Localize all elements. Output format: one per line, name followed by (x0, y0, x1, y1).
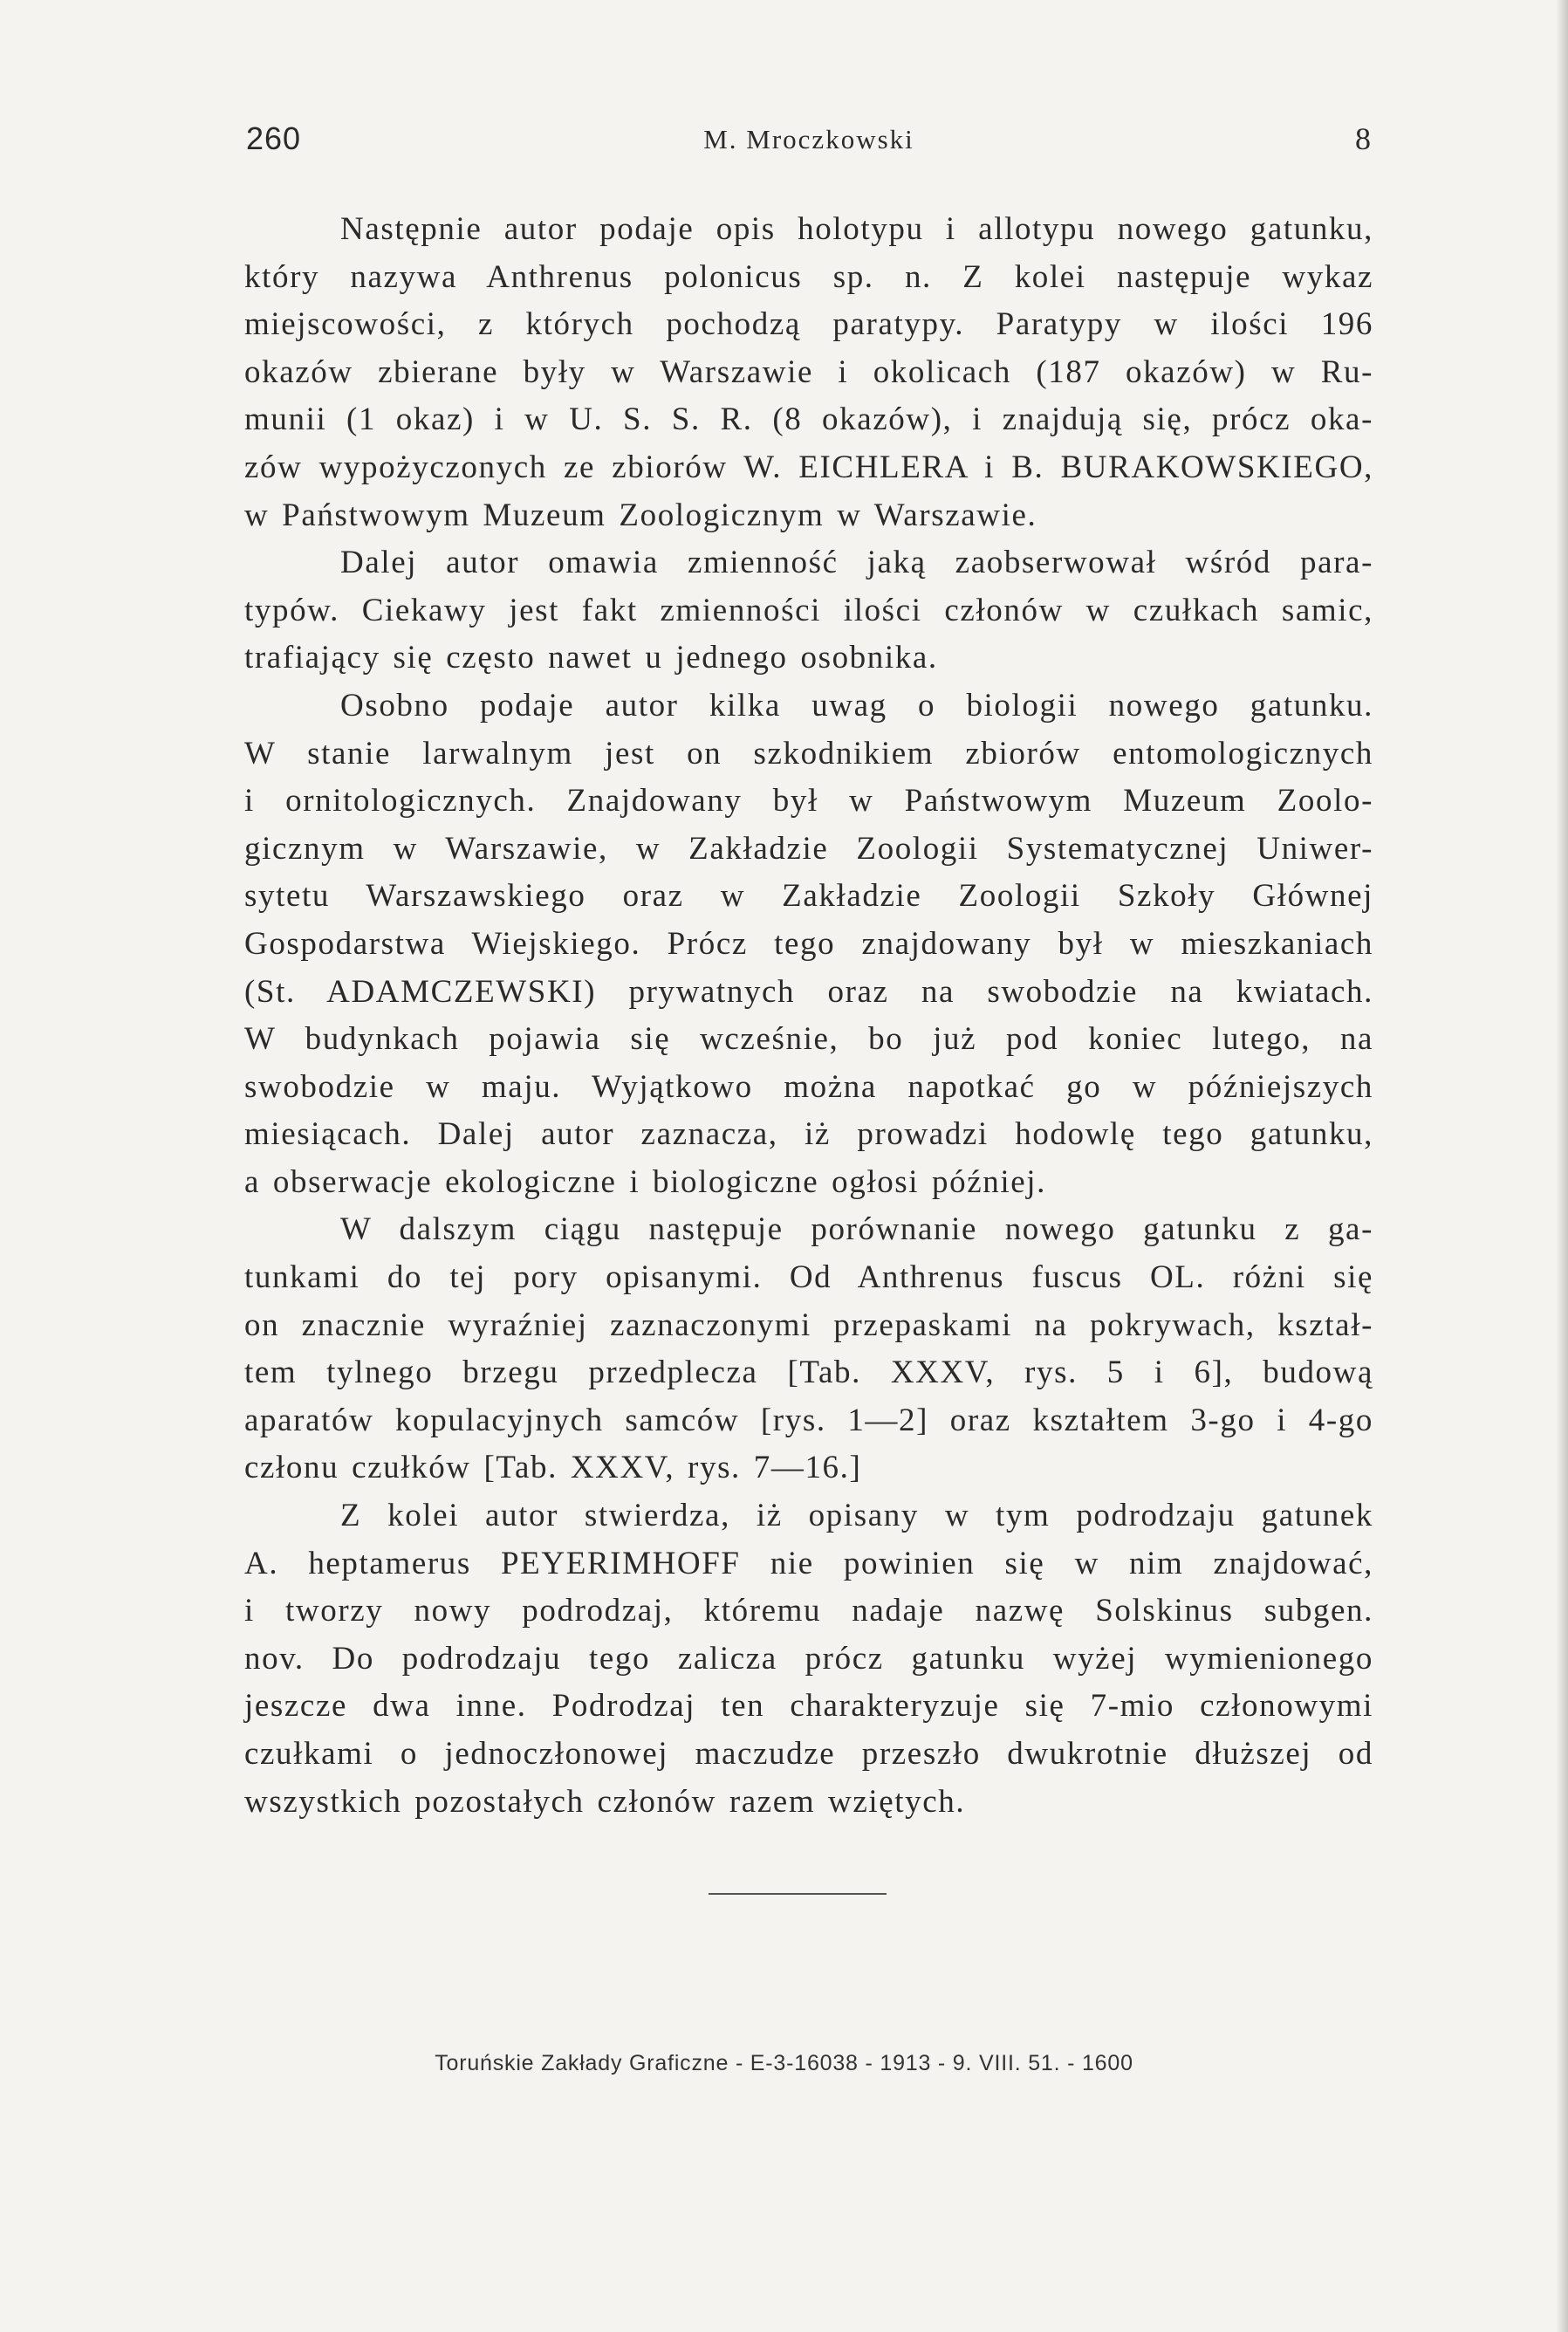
text-line: w Państwowym Muzeum Zoologicznym w Warszawie. (244, 497, 1037, 533)
text-line: gicznym w Warszawie, w Zakładzie Zoologii Systematycznej Uniwer- (244, 830, 1373, 867)
section-divider (709, 1893, 887, 1895)
text-line: W budynkach pojawia się wcześnie, bo już pod koniec lutego, na (244, 1021, 1373, 1058)
text-line: i ornitologicznych. Znajdowany był w Państwowym Muzeum Zoolo- (244, 783, 1373, 820)
text-line: członu czułków [Tab. XXXV, rys. 7—16.] (244, 1450, 862, 1486)
text-line: wszystkich pozostałych członów razem wziętych. (244, 1783, 966, 1820)
body-text (244, 206, 1373, 1826)
running-head: M. Mroczkowski (703, 124, 914, 154)
text-line: typów. Ciekawy jest fakt zmienności ilości członów w czułkach samic, (244, 592, 1373, 628)
text-line: W dalszym ciągu następuje porównanie nowego gatunku z ga- (340, 1211, 1373, 1248)
text-line: Gospodarstwa Wiejskiego. Prócz tego znajdowany był w mieszkaniach (244, 925, 1373, 962)
text-line: (St. ADAMCZEWSKI) prywatnych oraz na swobodzie na kwiatach. (244, 973, 1373, 1010)
text-line: czułkami o jednoczłonowej maczudze przeszło dwukrotnie dłuższej od (244, 1736, 1373, 1772)
text-line: który nazywa Anthrenus polonicus sp. n. Z kolei następuje wykaz (244, 258, 1373, 295)
text-line: aparatów kopulacyjnych samców [rys. 1—2] oraz kształtem 3-go i 4-go (244, 1402, 1373, 1438)
text-line: Następnie autor podaje opis holotypu i allotypu nowego gatunku, (340, 211, 1373, 247)
text-line: jeszcze dwa inne. Podrodzaj ten charakteryzuje się 7-mio członowymi (244, 1688, 1373, 1725)
page-header (246, 112, 1372, 164)
text-line: sytetu Warszawskiego oraz w Zakładzie Zoologii Szkoły Głównej (244, 878, 1373, 915)
text-line: i tworzy nowy podrodzaj, któremu nadaje nazwę Solskinus subgen. (244, 1593, 1373, 1629)
text-line: on znacznie wyraźniej zaznaczonymi przepaskami na pokrywach, kształ- (244, 1307, 1373, 1343)
section-number: 8 (1355, 121, 1372, 156)
page-edge-shadow (1556, 0, 1568, 2332)
text-line: W stanie larwalnym jest on szkodnikiem zbiorów entomologicznych (244, 735, 1373, 772)
text-line: okazów zbierane były w Warszawie i okolicach (187 okazów) w Ru- (244, 353, 1373, 390)
text-line: tem tylnego brzegu przedplecza [Tab. XXXV, rys. 5 i 6], budową (244, 1355, 1373, 1391)
text-line: miesiącach. Dalej autor zaznacza, iż prowadzi hodowlę tego gatunku, (244, 1116, 1373, 1153)
printer-imprint: Toruńskie Zakłady Graficzne - E-3-16038 - 1913 - 9. VIII. 51. - 1600 (435, 2051, 1133, 2075)
text-line: swobodzie w maju. Wyjątkowo można napotkać go w późniejszych (244, 1068, 1373, 1105)
text-line: tunkami do tej pory opisanymi. Od Anthrenus fuscus OL. różni się (244, 1259, 1373, 1296)
text-line: trafiający się często nawet u jednego osobnika. (244, 640, 938, 676)
text-line: zów wypożyczonych ze zbiorów W. EICHLERA i B. BURAKOWSKIEGO, (244, 449, 1373, 485)
text-line: miejscowości, z których pochodzą paratypy. Paratypy w ilości 196 (244, 306, 1373, 343)
text-line: A. heptamerus PEYERIMHOFF nie powinien się w nim znajdować, (244, 1545, 1373, 1581)
text-line: Z kolei autor stwierdza, iż opisany w tym podrodzaju gatunek (340, 1498, 1373, 1534)
page-number: 260 (246, 120, 302, 156)
text-line: nov. Do podrodzaju tego zalicza prócz gatunku wyżej wymienionego (244, 1640, 1373, 1677)
text-line: a obserwacje ekologiczne i biologiczne ogłosi później. (244, 1163, 1046, 1200)
text-line: Dalej autor omawia zmienność jaką zaobserwował wśród para- (340, 545, 1373, 581)
text-line: munii (1 okaz) i w U. S. S. R. (8 okazów), i znajdują się, prócz oka- (244, 401, 1373, 438)
text-line: Osobno podaje autor kilka uwag o biologii nowego gatunku. (340, 687, 1373, 724)
